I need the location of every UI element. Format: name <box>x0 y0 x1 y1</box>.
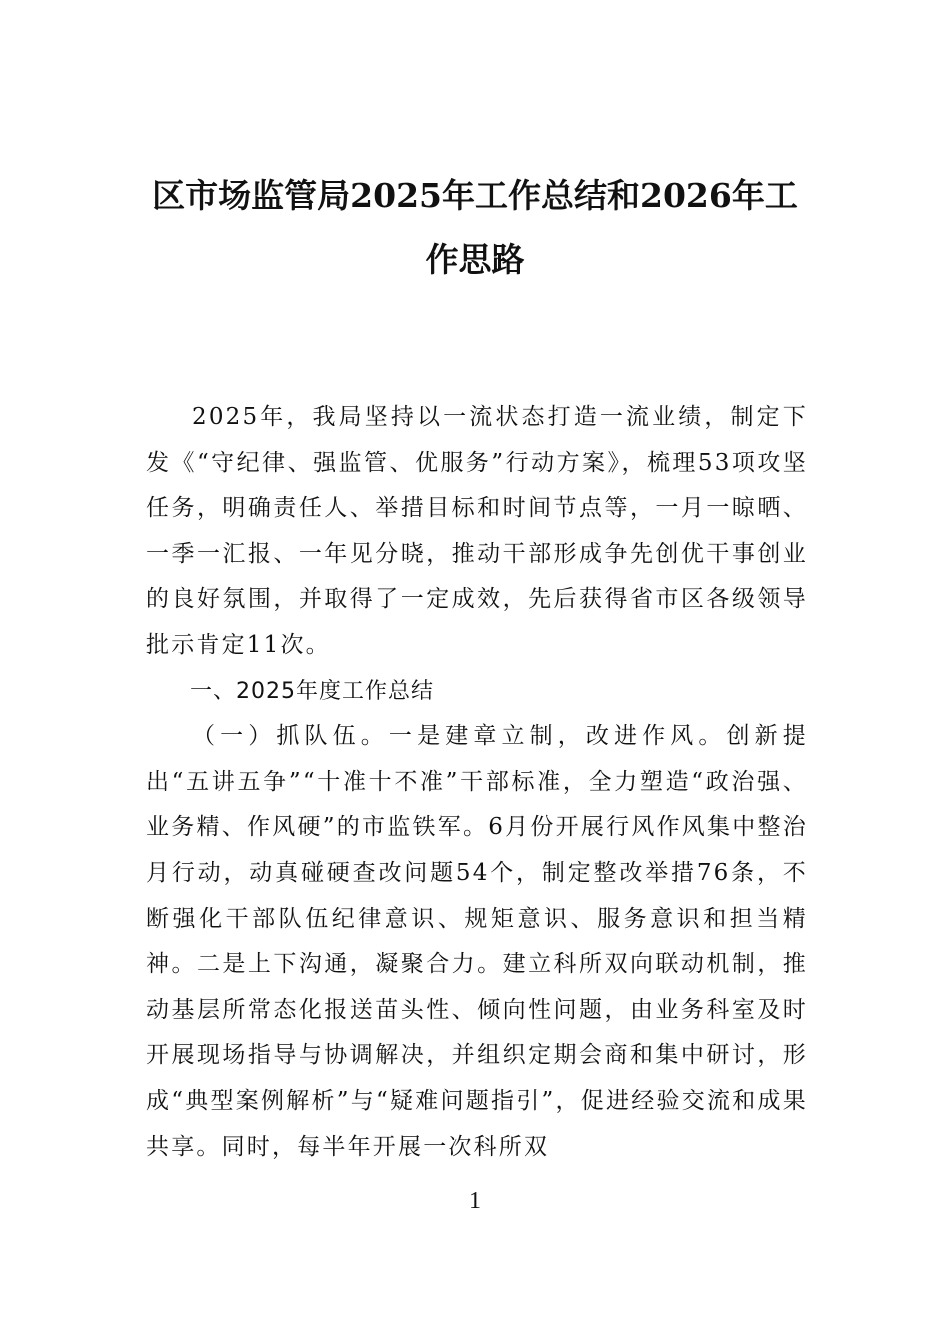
document-title <box>140 164 810 292</box>
section-paragraph: （一）抓队伍。一是建章立制，改进作风。创新提出“五讲五争”“十准十不准”干部标准，全力塑造“政治强、业务精、作风硬”的市监铁军。6月份开展行风作风集中整治月行动，动真碰硬查改问题54个，制定整改举措76条，不断强化干部队伍纪律意识、规矩意识、服务意识和担当精神。二是上下沟通，凝聚合力。建立科所双向联动机制，推动基层所常态化报送苗头性、倾向性问题，由业务科室及时开展现场指导与协调解决，并组织定期会商和集中研讨，形成“典型案例解析”与“疑难问题指引”，促进经验交流和成果共享。同时，每半年开展一次科所双 <box>146 723 808 1160</box>
document-body <box>146 395 808 1170</box>
section-heading: 一、2025年度工作总结 <box>190 678 434 704</box>
page-number: 1 <box>469 1188 481 1214</box>
title-line-1: 区市场监管局2025年工作总结和2026年工 <box>152 176 798 215</box>
title-line-2: 作思路 <box>425 240 525 279</box>
intro-paragraph: 2025年，我局坚持以一流状态打造一流业绩，制定下发《“守纪律、强监管、优服务”行动方案》，梳理53项攻坚任务，明确责任人、举措目标和时间节点等，一月一晾晒、一季一汇报、一年见分晓，推动干部形成争先创优干事创业的良好氛围，并取得了一定成效，先后获得省市区各级领导批示肯定11次。 <box>146 404 808 658</box>
